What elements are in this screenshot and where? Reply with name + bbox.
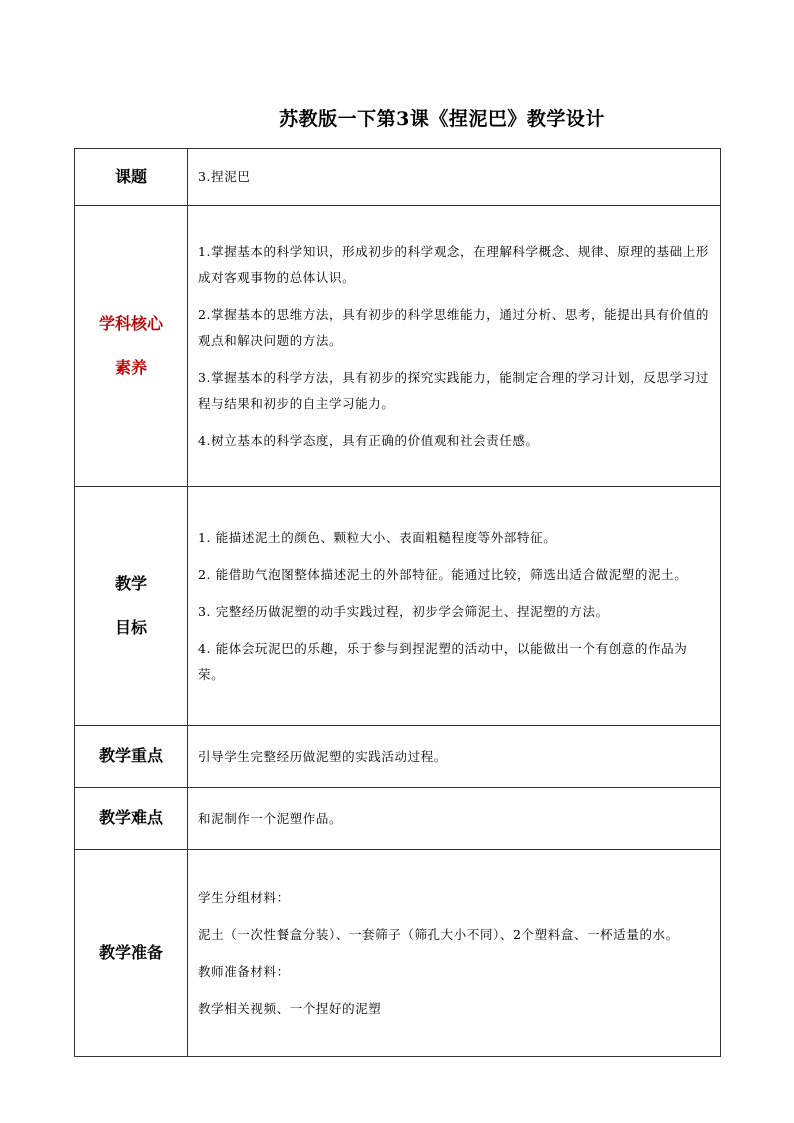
goal-item-4: 4. 能体会玩泥巴的乐趣，乐于参与到捏泥塑的活动中，以能做出一个有创意的作品为荣。	[198, 640, 688, 682]
topic-content	[188, 149, 721, 206]
core-literacy-label-line2: 素养	[114, 358, 147, 377]
goal-item-1: 1. 能描述泥土的颜色、颗粒大小、表面粗糙程度等外部特征。	[198, 529, 557, 545]
goals-content	[188, 487, 721, 726]
table-row-key-points	[75, 726, 721, 788]
core-item-4: 4.树立基本的科学态度，具有正确的价值观和社会责任感。	[198, 432, 539, 448]
prep-item-1: 学生分组材料：	[198, 889, 290, 905]
goals-label-line1: 教学	[114, 573, 147, 593]
prep-item-4: 教学相关视频、一个捏好的泥塑	[198, 1000, 382, 1016]
core-literacy-label	[75, 206, 188, 487]
key-points-label: 教学重点	[75, 726, 188, 788]
core-item-2: 2.掌握基本的思维方法，具有初步的科学思维能力，通过分析、思考，能提出具有价值的观点和解决问题的方法。	[198, 306, 709, 348]
preparation-content	[188, 850, 721, 1057]
core-literacy-content	[188, 206, 721, 487]
difficulty-label: 教学难点	[75, 788, 188, 850]
table-row-topic	[75, 149, 721, 206]
table-row-core-literacy	[75, 206, 721, 487]
goals-label	[75, 487, 188, 726]
key-points-content	[188, 726, 721, 788]
difficulty-content	[188, 788, 721, 850]
table-row-difficulty	[75, 788, 721, 850]
table-row-goals	[75, 487, 721, 726]
preparation-label: 教学准备	[75, 850, 188, 1057]
prep-item-3: 教师准备材料：	[198, 963, 290, 979]
goal-item-3: 3. 完整经历做泥塑的动手实践过程，初步学会筛泥土、捏泥塑的方法。	[198, 603, 609, 619]
prep-item-2: 泥土（一次性餐盒分装）、一套筛子（筛孔大小不同）、2个塑料盒、一杯适量的水。	[198, 926, 679, 942]
document-title: 苏教版一下第3课《捏泥巴》教学设计	[279, 108, 605, 130]
topic-label: 课题	[75, 149, 188, 206]
lesson-plan-table	[74, 148, 721, 1057]
core-item-3: 3.掌握基本的科学方法，具有初步的探究实践能力，能制定合理的学习计划，反思学习过程与结果和初步的自主学习能力。	[198, 369, 709, 411]
table-row-preparation	[75, 850, 721, 1057]
core-item-1: 1.掌握基本的科学知识，形成初步的科学观念，在理解科学概念、规律、原理的基础上形成对客观事物的总体认识。	[198, 243, 709, 285]
goal-item-2: 2. 能借助气泡图整体描述泥土的外部特征。能通过比较，筛选出适合做泥塑的泥土。	[198, 566, 688, 582]
topic-text: 3.捏泥巴	[198, 169, 251, 184]
key-points-text: 引导学生完整经历做泥塑的实践活动过程。	[198, 748, 447, 764]
goals-label-line2: 目标	[114, 618, 147, 637]
core-literacy-label-line1: 学科核心	[98, 313, 163, 333]
difficulty-text: 和泥制作一个泥塑作品。	[198, 810, 343, 826]
